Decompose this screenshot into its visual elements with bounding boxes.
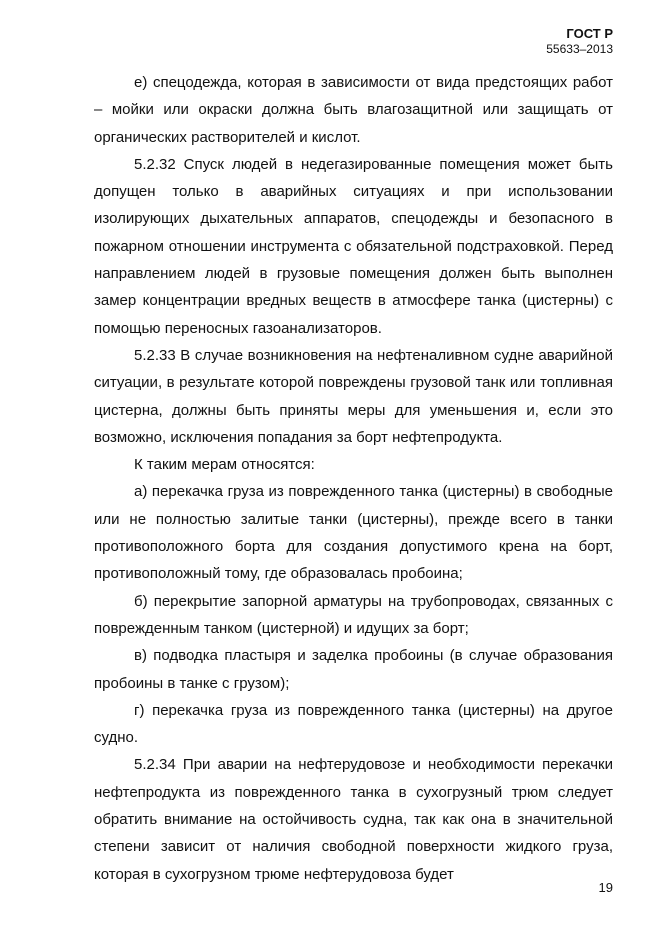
clause-5-2-32: 5.2.32 Спуск людей в недегазированные помещения может быть допущен только в аварийных ситуациях и при использовании изолирующих дыхательных аппаратов, спецодежды и безопасного в пожарном отношении инструмента с обязательной подстраховкой. Перед направлением людей в грузовые помещения должен быть выполнен замер концентрации вредных веществ в атмосфере танка (цистерны) с помощью переносных газоанализаторов. xyxy=(94,155,613,337)
document-header xyxy=(546,26,613,57)
clause-5-2-34: 5.2.34 При аварии на нефтерудовозе и необходимости перекачки нефтепродукта из поврежденного танка в сухогрузный трюм следует обратить внимание на остойчивость судна, так как она в значительной степени зависит от наличия свободной поверхности жидкого груза, которая в сухогрузном трюме нефтерудовоза будет xyxy=(94,756,613,883)
measures-intro: К таким мерам относятся: xyxy=(134,456,315,474)
clause-5-2-33: 5.2.33 В случае возникновения на нефтеналивном судне аварийной ситуации, в результате которой повреждены грузовой танк или топливная цистерна, должны быть приняты меры для уменьшения и, если это возможно, исключения попадания за борт нефтепродукта. xyxy=(94,346,613,446)
list-item-a: а) перекачка груза из поврежденного танка (цистерны) в свободные или не полностью залитые танки (цистерны), прежде всего в танки противоположного борта для создания допустимого крена на борт, противоположный тому, где образовалась пробоина; xyxy=(94,483,613,583)
paragraph-item-e: е) спецодежда, которая в зависимости от вида предстоящих работ – мойки или окраски должна быть влагозащитной или защищать от органических растворителей и кислот. xyxy=(94,74,613,146)
standard-number: 55633–2013 xyxy=(546,42,613,56)
list-item-v: в) подводка пластыря и заделка пробоины (в случае образования пробоины в танке с грузом); xyxy=(94,647,613,692)
standard-title: ГОСТ Р xyxy=(566,26,613,41)
page-number: 19 xyxy=(598,880,613,895)
list-item-b: б) перекрытие запорной арматуры на трубопроводах, связанных с поврежденным танком (цистерной) и идущих за борт; xyxy=(94,592,613,637)
document-body xyxy=(94,69,613,888)
list-item-g: г) перекачка груза из поврежденного танка (цистерны) на другое судно. xyxy=(94,701,613,747)
